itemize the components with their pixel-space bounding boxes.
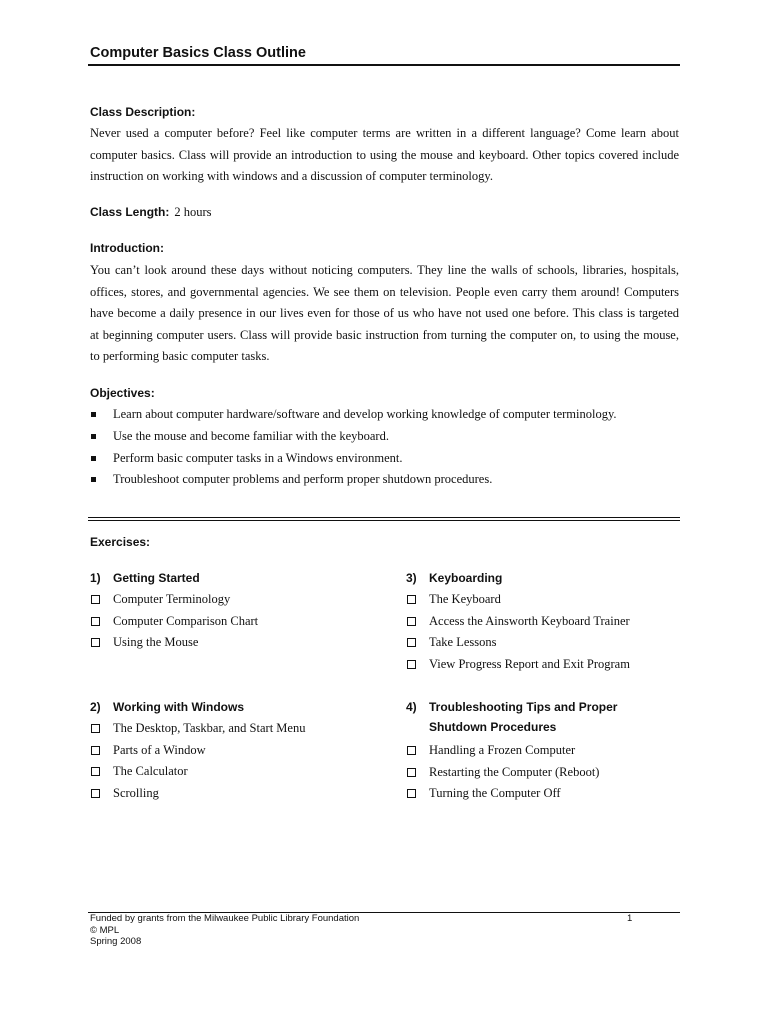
introduction-line: You can’t look around these days without noticing computers. They line the walls of schools, libraries, hospitals, (90, 263, 679, 277)
bullet-icon (91, 412, 96, 417)
checklist-item (90, 611, 258, 633)
checklist-item-text: View Progress Report and Exit Program (429, 657, 630, 672)
checkbox-icon (91, 617, 100, 626)
checklist-item-text: Scrolling (113, 786, 159, 801)
exercise-section-heading (90, 700, 244, 714)
footer-copyright: © MPL (90, 924, 120, 936)
checklist-item (90, 632, 258, 654)
document-title: Computer Basics Class Outline (90, 45, 306, 61)
introduction-line: have become a daily presence in our lives even for those of us who have not used one before. This class is targeted (90, 306, 679, 320)
bullet-icon (91, 456, 96, 461)
objectives-heading: Objectives: (90, 386, 155, 400)
introduction-line: offices, stores, and governmental agencies. We see them on television. People even carry them around! Computers (90, 284, 679, 299)
introduction-paragraph (90, 260, 679, 368)
checkbox-icon (91, 746, 100, 755)
description-line: Never used a computer before? Feel like computer terms are written in a different language? Come learn about (90, 126, 679, 140)
exercise-section-number: 4) (406, 700, 417, 714)
checklist-item (90, 718, 305, 740)
section-divider (88, 517, 680, 521)
exercise-checklist (406, 740, 599, 805)
checklist-item (406, 611, 630, 633)
checklist-item-text: Computer Terminology (113, 592, 231, 606)
exercise-checklist (90, 718, 305, 805)
checklist-item-text: Take Lessons (429, 635, 497, 650)
class-length-label: Class Length: (90, 205, 170, 219)
checklist-item (406, 740, 599, 762)
checklist-item-text: Handling a Frozen Computer (429, 743, 576, 757)
checkbox-icon (91, 789, 100, 798)
objective-text: Troubleshoot computer problems and perform proper shutdown procedures. (113, 472, 493, 487)
checkbox-icon (91, 638, 100, 647)
exercise-section-heading (90, 571, 200, 585)
exercise-section-title: Working with Windows (113, 700, 244, 714)
exercise-section-number: 1) (90, 571, 101, 585)
checkbox-icon (407, 746, 416, 755)
list-item (90, 448, 617, 470)
objective-text: Perform basic computer tasks in a Windows environment. (113, 450, 403, 465)
checklist-item (406, 589, 630, 611)
checkbox-icon (91, 724, 100, 733)
checklist-item-text: Turning the Computer Off (429, 786, 561, 801)
objectives-list (90, 404, 617, 491)
checklist-item (90, 740, 305, 762)
checklist-item (406, 632, 630, 654)
checklist-item-text: The Desktop, Taskbar, and Start Menu (113, 721, 306, 735)
checklist-item-text: Access the Ainsworth Keyboard Trainer (429, 613, 630, 628)
checkbox-icon (91, 767, 100, 776)
exercise-checklist (90, 589, 258, 654)
checklist-item-text: Parts of a Window (113, 742, 206, 757)
exercise-section-heading (406, 571, 502, 585)
page-number: 1 (627, 913, 633, 924)
exercises-heading: Exercises: (90, 535, 151, 549)
checklist-item (90, 761, 305, 783)
description-heading: Class Description: (90, 105, 196, 119)
checkbox-icon (407, 638, 416, 647)
checklist-item (90, 589, 258, 611)
introduction-line: at beginning computer users. Class will provide basic instruction from turning the computer on, to using the mouse, (90, 327, 679, 342)
checkbox-icon (407, 789, 416, 798)
exercise-section-title: Troubleshooting Tips and Proper (429, 700, 618, 714)
checklist-item-text: Computer Comparison Chart (113, 613, 259, 628)
checklist-item (406, 654, 630, 676)
exercise-section-title: Getting Started (113, 571, 200, 585)
introduction-line: to performing basic computer tasks. (90, 349, 270, 363)
exercise-section-title: Keyboarding (429, 571, 503, 585)
bullet-icon (91, 477, 96, 482)
checkbox-icon (407, 768, 416, 777)
checklist-item (406, 783, 599, 805)
checklist-item (406, 762, 599, 784)
checklist-item-text: Restarting the Computer (Reboot) (429, 764, 600, 779)
title-rule (88, 64, 680, 66)
checkbox-icon (407, 660, 416, 669)
checklist-item-text: Using the Mouse (113, 635, 199, 650)
description-line: computer basics. Class will provide an introduction to using the mouse and keyboard. Other topics covered include (90, 147, 679, 162)
checklist-item-text: The Calculator (113, 764, 188, 779)
checkbox-icon (407, 617, 416, 626)
class-length-value: 2 hours (174, 205, 212, 219)
exercise-section-heading (406, 700, 617, 734)
class-length (90, 205, 212, 220)
footer-date: Spring 2008 (90, 936, 142, 947)
bullet-icon (91, 434, 96, 439)
objective-text: Learn about computer hardware/software and develop working knowledge of computer terminology. (113, 407, 617, 421)
list-item (90, 404, 617, 426)
page-footer (90, 913, 633, 948)
exercise-section-number: 2) (90, 700, 101, 714)
footer-funding: Funded by grants from the Milwaukee Public Library Foundation (90, 913, 360, 924)
checkbox-icon (91, 595, 100, 604)
exercise-checklist (406, 589, 630, 676)
exercise-section-title-continued: Shutdown Procedures (429, 720, 557, 734)
checklist-item (90, 783, 305, 805)
exercise-section-number: 3) (406, 571, 417, 585)
description-paragraph (90, 123, 679, 188)
introduction-heading: Introduction: (90, 241, 164, 255)
list-item (90, 426, 617, 448)
checkbox-icon (407, 595, 416, 604)
description-line: instruction on working with windows and a discussion of computer terminology. (90, 169, 493, 183)
objective-text: Use the mouse and become familiar with the keyboard. (113, 428, 389, 443)
checklist-item-text: The Keyboard (429, 592, 501, 606)
list-item (90, 469, 617, 491)
